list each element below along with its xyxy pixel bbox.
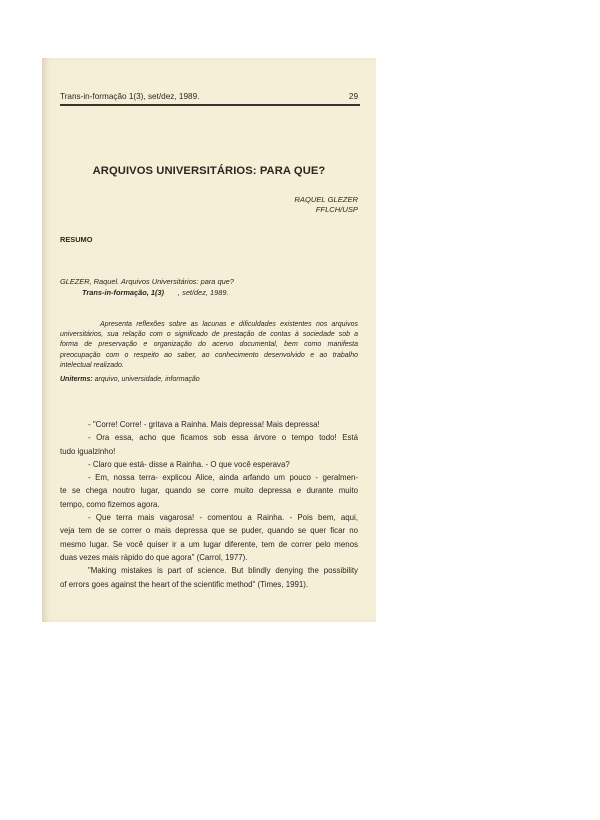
citation-journal: Trans-in-formação, 1(3) [82,288,165,297]
body-text [60,418,358,591]
uniterms-terms: arquivo, universidade, informação [94,376,200,383]
resumo-heading: RESUMO [60,235,93,244]
article-title: ARQUIVOS UNIVERSITÁRIOS: PARA QUE? [92,165,326,177]
scanned-page [42,58,376,622]
author-affiliation: FFLCH/USP [315,205,358,214]
abstract-line: universitários, sua relação com o significado de prestação de contas à sociedade sob a [60,331,358,339]
abstract-line: intelectual realizado. [60,361,124,369]
body-line: - "Corre! Corre! - gritava a Rainha. Mais depressa! Mais depressa! [88,420,320,429]
body-line: of errors goes against the heart of the scientific method" (Times, 1991). [60,579,309,589]
body-line: - Ora essa, acho que ficamos sob essa árvore o tempo todo! Está [88,433,358,443]
abstract [60,320,358,371]
body-line: "Making mistakes is part of science. But blindly denying the possibility [88,566,358,576]
abstract-line: forma de preservação e organização do acervo documental, bem como manifesta [60,341,358,349]
body-line: - Claro que está- disse a Rainha. - O que você esperava? [88,459,290,469]
running-header: Trans-in-formação 1(3), set/dez, 1989. [60,92,200,101]
author-name: RAQUEL GLEZER [294,195,358,204]
header-rule [60,104,360,106]
uniterms [60,376,200,383]
page-number: 29 [348,92,358,101]
body-line: mesmo lugar. Se você quiser ir a um lugar diferente, tem de correr pelo menos [60,539,358,549]
body-line: - Em, nossa terra- explicou Alice, ainda arfando um pouco - geralmen- [88,473,358,483]
body-line: tudo igualzinho! [60,446,116,456]
citation-line-2 [82,288,229,297]
citation-line-1: GLEZER, Raquel. Arquivos Universitários: para que? [60,277,234,286]
body-line: - Que terra mais vagarosa! - comentou a Rainha. - Pois bem, aqui, [88,513,358,523]
body-line: te se chega noutro lugar, quando se corre muito depressa e durante muito [60,486,358,496]
body-line: duas vezes mais rápido do que agora" (Carrol, 1977). [60,552,248,562]
abstract-line: Apresenta reflexões sobre as lacunas e dificuldades existentes nos arquivos [100,321,358,328]
body-line: tempo, como fizemos agora. [60,499,160,509]
abstract-line: preocupação com o respeito ao saber, ao conhecimento desenvolvido e ao trabalho [60,351,358,359]
uniterms-label: Uniterms: [60,376,93,383]
body-line: veja tem de se correr o mais depressa que se puder, quando se quer ficar no [60,526,358,536]
citation-date: , set/dez, 1989. [178,288,229,297]
